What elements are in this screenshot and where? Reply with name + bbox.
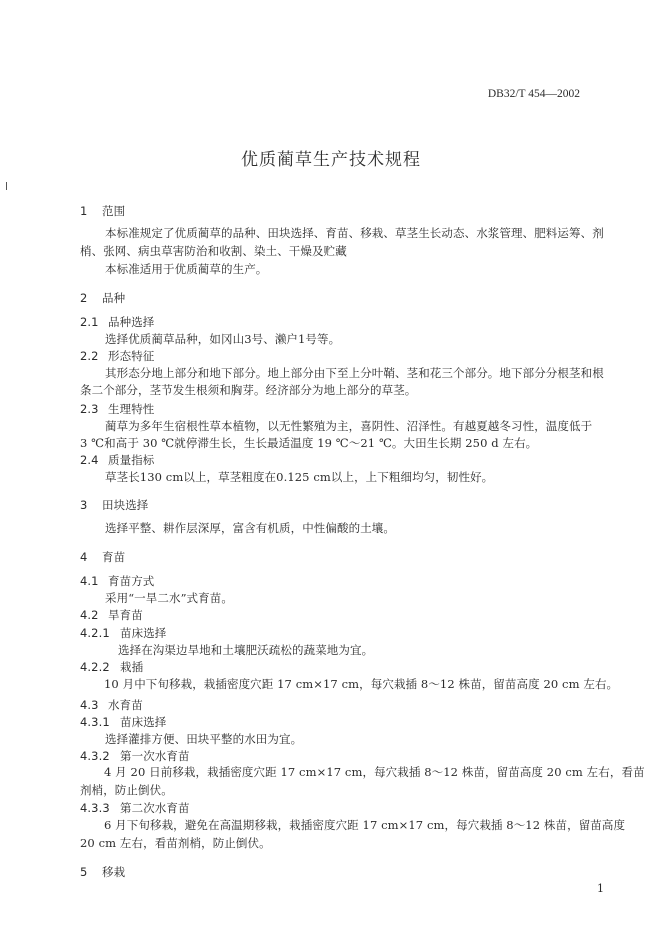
section-title: 范围 [102, 204, 126, 218]
section-number: 4 [80, 550, 88, 564]
section-number: 4.2.1 [80, 626, 110, 640]
section-number: 1 [80, 204, 88, 218]
section-number: 2.3 [80, 402, 99, 416]
subsection-4-3-3-heading [80, 800, 190, 816]
section-number: 4.2.2 [80, 660, 110, 674]
subsection-2-2-heading [80, 348, 154, 364]
subsection-4-2-1-heading [80, 625, 166, 641]
section-number: 2.1 [80, 315, 99, 329]
subsection-4-3-2-heading [80, 748, 190, 764]
page-number: 1 [597, 882, 604, 895]
section-title: 第二次水育苗 [120, 801, 190, 815]
paragraph-line: 草茎长130 cm以上，草茎粗度在0.125 cm以上，上下粗细均匀，韧性好。 [105, 470, 494, 484]
paragraph-line: 选择优质蔺草品种，如冈山3号、濑户1号等。 [105, 332, 341, 346]
paragraph-line: 其形态分地上部分和地下部分。地上部分由下至上分叶鞘、茎和花三个部分。地下部分分根茎和根 [105, 366, 604, 380]
paragraph-line: 10 月中下旬移栽，栽插密度穴距 17 cm×17 cm，每穴栽插 8～12 株苗，留苗高度 20 cm 左右。 [104, 677, 619, 691]
paragraph-line: 选择平整、耕作层深厚，富含有机质，中性偏酸的土壤。 [105, 521, 395, 535]
document-title: 优质蔺草生产技术规程 [241, 150, 421, 170]
subsection-4-2-heading [80, 607, 143, 623]
subsection-4-2-2-heading [80, 659, 143, 675]
section-title: 品种 [102, 291, 126, 305]
section-title: 育苗方式 [108, 574, 155, 588]
section-4-heading [80, 549, 125, 565]
section-title: 质量指标 [108, 453, 155, 467]
section-title: 苗床选择 [120, 715, 167, 729]
section-number: 2.2 [80, 349, 99, 363]
section-number: 3 [80, 498, 88, 512]
section-title: 育苗 [102, 550, 126, 564]
section-title: 水育苗 [108, 698, 143, 712]
section-title: 生理特性 [108, 402, 155, 416]
paragraph-line: 选择灌排方便、田块平整的水田为宜。 [105, 732, 303, 746]
section-title: 第一次水育苗 [120, 749, 190, 763]
paragraph-line: 20 cm 左右，看苗剂梢，防止倒伏。 [80, 836, 271, 850]
section-number: 4.3.1 [80, 715, 110, 729]
paragraph-line: 梢、张网、病虫草害防治和收割、染土、干燥及贮藏 [80, 244, 347, 258]
margin-mark [6, 182, 7, 190]
section-number: 4.3.3 [80, 801, 110, 815]
section-1-heading [80, 203, 125, 219]
paragraph-line: 采用“一旱二水”式育苗。 [105, 591, 233, 605]
section-number: 5 [80, 865, 88, 879]
subsection-2-1-heading [80, 314, 154, 330]
paragraph-line: 本标准适用于优质蔺草的生产。 [105, 262, 268, 276]
subsection-4-1-heading [80, 573, 154, 589]
paragraph-line: 选择在沟渠边旱地和土壤肥沃疏松的蔬菜地为宜。 [118, 643, 374, 657]
section-title: 旱育苗 [108, 608, 143, 622]
paragraph-line: 3 ℃和高于 30 ℃就停滞生长，生长最适温度 19 ℃～21 ℃。大田生长期 250 d 左右。 [80, 436, 538, 450]
section-number: 4.2 [80, 608, 99, 622]
section-title: 田块选择 [102, 498, 149, 512]
paragraph-line: 本标准规定了优质蔺草的品种、田块选择、育苗、移栽、草茎生长动态、水浆管理、肥料运筹、剂 [105, 226, 604, 240]
section-title: 移栽 [102, 865, 126, 879]
section-number: 4.3.2 [80, 749, 110, 763]
section-title: 栽插 [120, 660, 144, 674]
section-5-heading [80, 864, 125, 880]
subsection-4-3-1-heading [80, 714, 166, 730]
paragraph-line: 蔺草为多年生宿根性草本植物，以无性繁殖为主，喜阴性、沼泽性。有越夏越冬习性，温度低于 [105, 419, 593, 433]
standard-number: DB32/T 454—2002 [487, 88, 580, 100]
section-3-heading [80, 497, 148, 513]
section-2-heading [80, 290, 125, 306]
section-title: 形态特征 [108, 349, 155, 363]
subsection-2-4-heading [80, 452, 154, 468]
section-number: 4.3 [80, 698, 99, 712]
subsection-4-3-heading [80, 697, 143, 713]
paragraph-line: 6 月下旬移栽，避免在高温期移栽，栽插密度穴距 17 cm×17 cm，每穴栽插 8～12 株苗，留苗高度 [104, 818, 626, 832]
paragraph-line: 条二个部分，茎节发生根须和胸芽。经济部分为地上部分的草茎。 [80, 383, 417, 397]
section-title: 品种选择 [108, 315, 155, 329]
paragraph-line: 剂梢，防止倒伏。 [80, 783, 173, 797]
section-title: 苗床选择 [120, 626, 167, 640]
section-number: 2.4 [80, 453, 99, 467]
section-number: 2 [80, 291, 88, 305]
subsection-2-3-heading [80, 401, 154, 417]
section-number: 4.1 [80, 574, 99, 588]
paragraph-line: 4 月 20 日前移栽，栽插密度穴距 17 cm×17 cm，每穴栽插 8～12 株苗，留苗高度 20 cm 左右，看苗 [104, 765, 645, 779]
